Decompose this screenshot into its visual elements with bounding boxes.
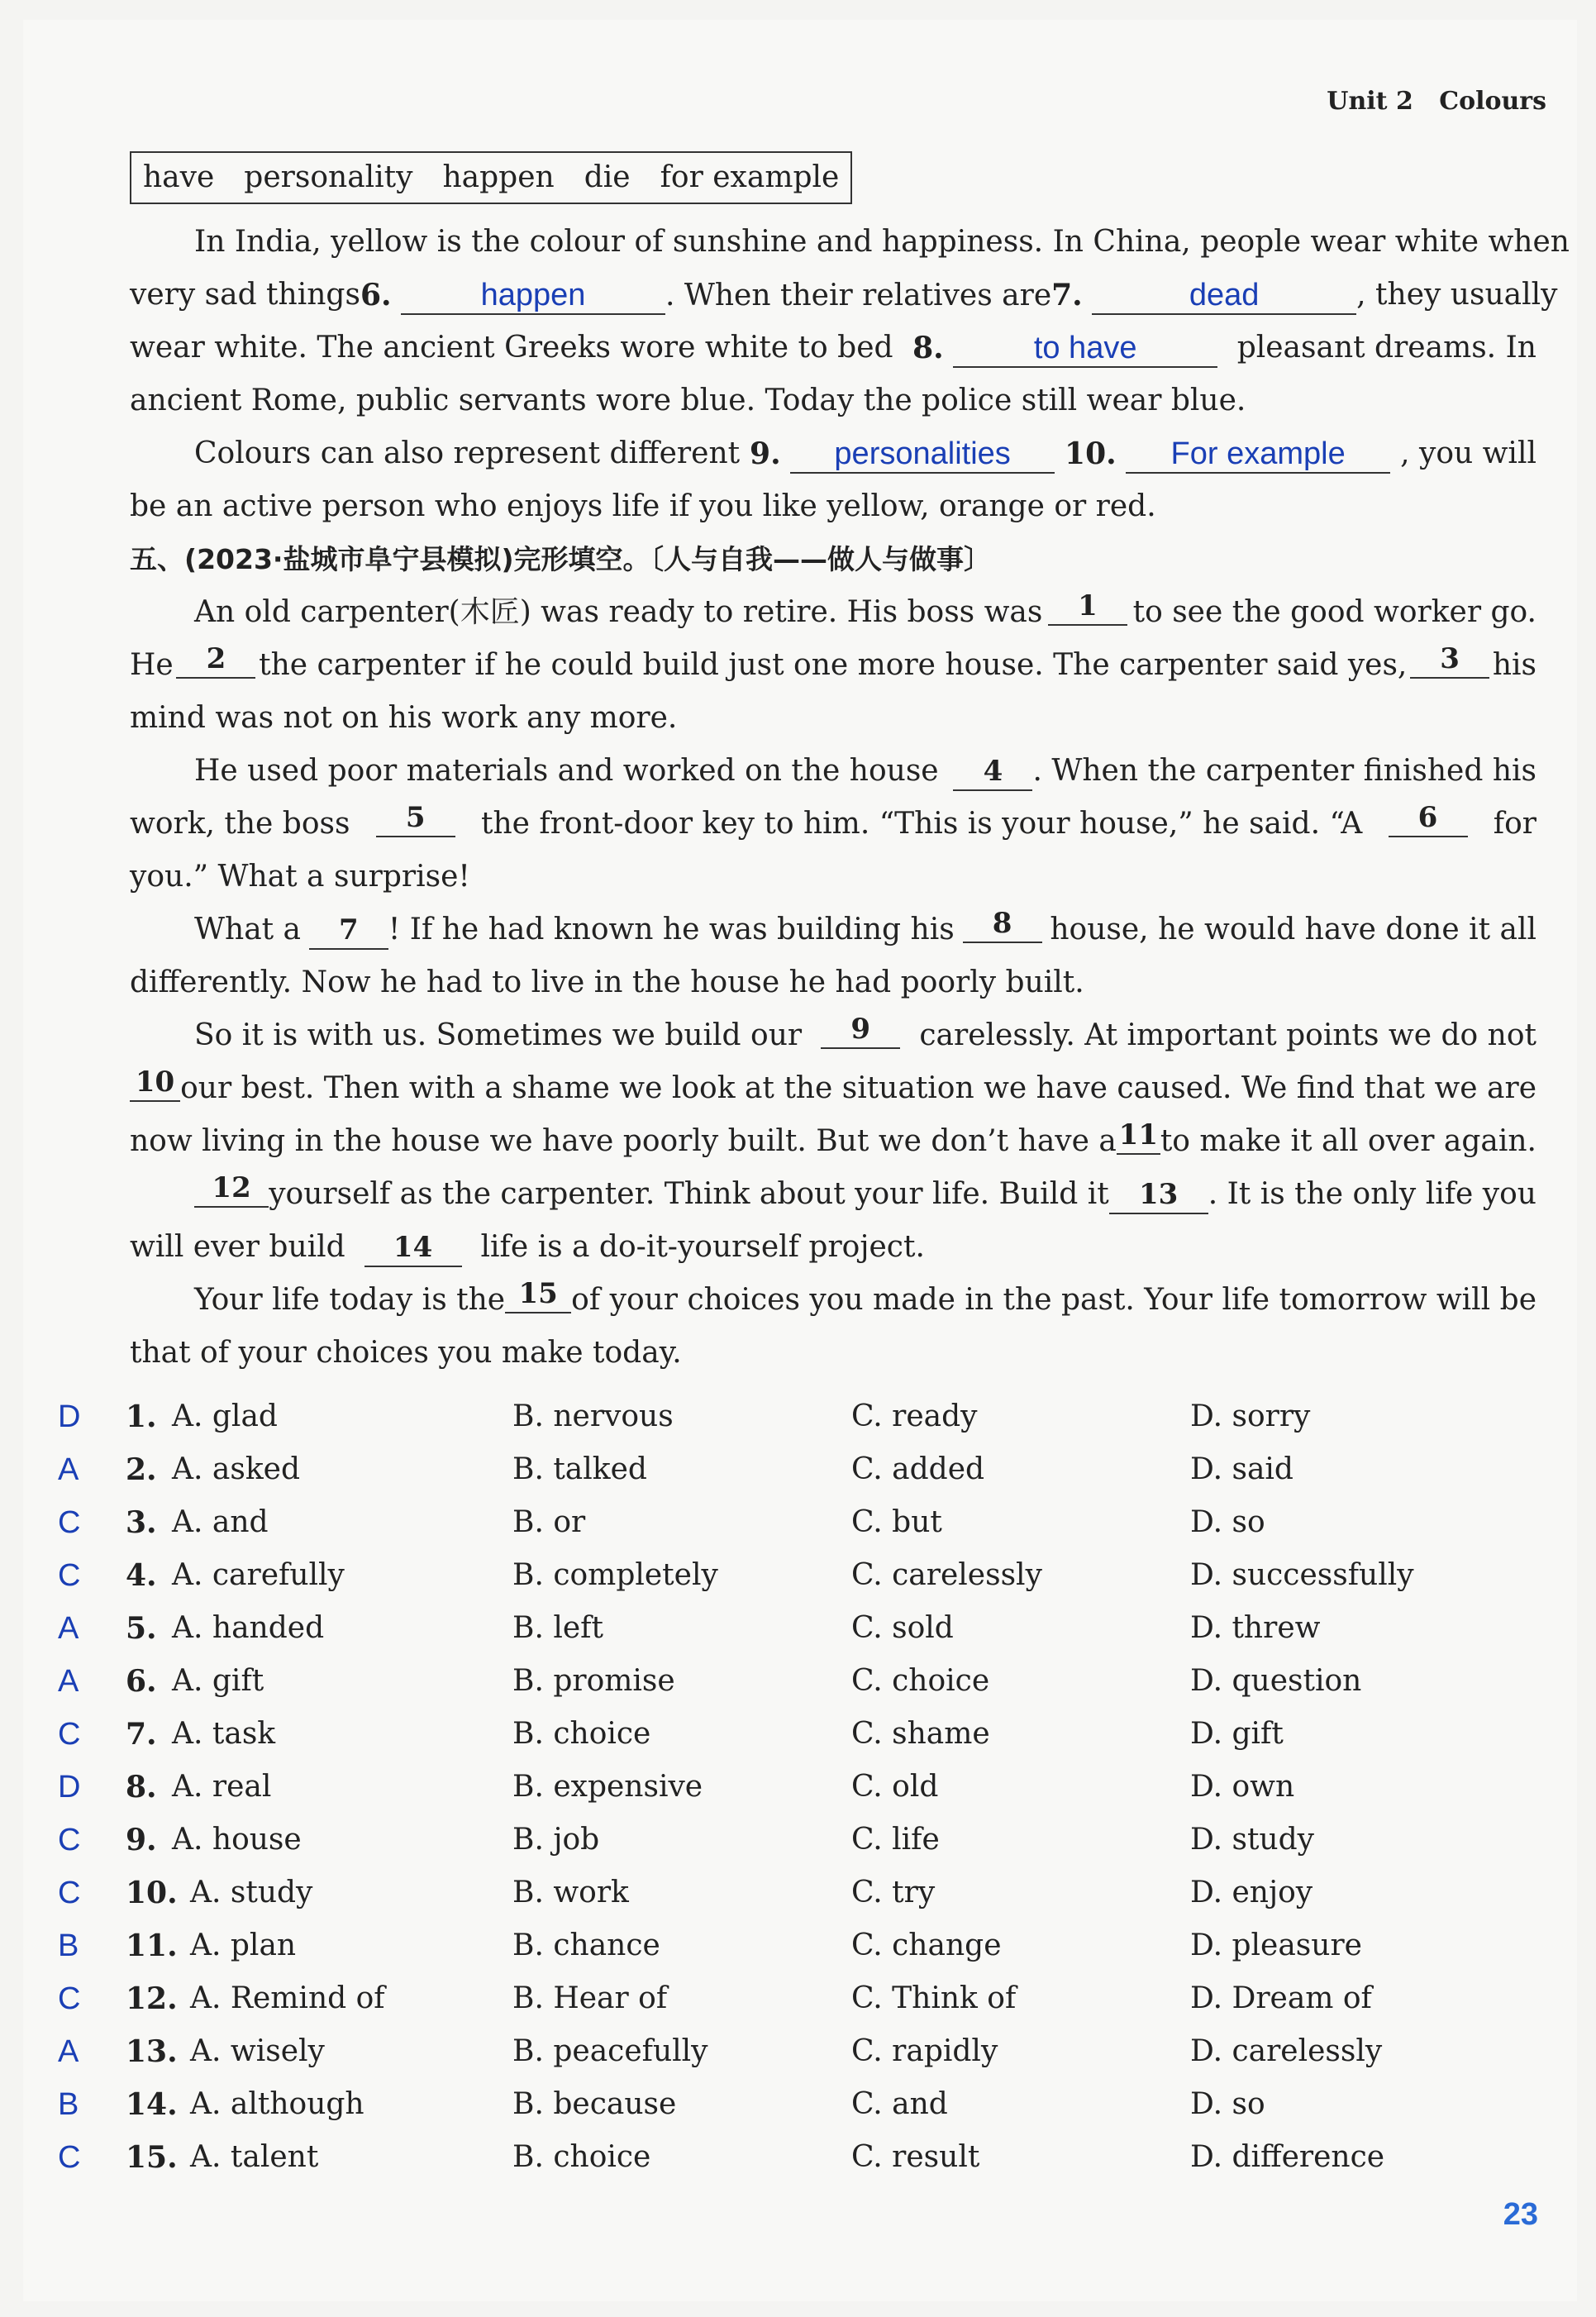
word-box-item: personality xyxy=(244,160,413,194)
answer-key: C xyxy=(58,2140,81,2175)
paragraph-line: ancient Rome, public servants wore blue. Today the police still wear blue. xyxy=(130,384,1246,417)
option-row: D 1. A. glad B. nervous C. ready D. sorry xyxy=(58,1390,1513,1443)
cloze-blank: 13 xyxy=(1109,1176,1208,1214)
answer-7: dead xyxy=(1092,277,1356,315)
answer-key: C xyxy=(58,1876,81,1910)
option-row: A 13. A. wisely B. peacefully C. rapidly D. carelessly xyxy=(58,2025,1513,2078)
cloze-blank: 9 xyxy=(821,1011,900,1049)
option-row: C 10. A. study B. work C. try D. enjoy xyxy=(58,1866,1513,1919)
option-row: A 6. A. gift B. promise C. choice D. question xyxy=(58,1655,1513,1708)
cloze-blank: 11 xyxy=(1117,1117,1160,1155)
cloze-line: mind was not on his work any more. xyxy=(130,701,678,735)
answer-key: A xyxy=(58,1452,79,1487)
answer-9: personalities xyxy=(790,436,1055,474)
answer-key: C xyxy=(58,1558,81,1593)
cloze-line: He 2 the carpenter if he could build just one more house. The carpenter said yes, 3 his xyxy=(130,642,1536,682)
answer-key: A xyxy=(58,1664,79,1699)
cloze-line: An old carpenter(木匠) was ready to retire. His boss was 1 to see the good worker go. xyxy=(194,589,1536,629)
word-box-item: have xyxy=(143,160,215,194)
answer-key: C xyxy=(58,1981,81,2016)
section-title: 五、(2023·盐城市阜宁县模拟)完形填空。〔人与自我——做人与做事〕 xyxy=(130,543,992,575)
option-row: A 5. A. handed B. left C. sold D. threw xyxy=(58,1602,1513,1655)
cloze-blank: 6 xyxy=(1389,799,1468,837)
cloze-blank: 8 xyxy=(963,905,1042,943)
unit-header: Unit 2 Colours xyxy=(1327,87,1546,116)
answer-10: For example xyxy=(1126,436,1390,474)
option-row: C 4. A. carefully B. completely C. carelessly D. successfully xyxy=(58,1549,1513,1602)
word-box xyxy=(130,151,852,204)
cloze-line: What a 7 ! If he had known he was building his 8 house, he would have done it all xyxy=(194,905,1536,955)
option-row: A 2. A. asked B. talked C. added D. said xyxy=(58,1443,1513,1496)
paragraph-line: In India, yellow is the colour of sunshine and happiness. In China, people wear white when xyxy=(194,225,1570,259)
option-row: B 14. A. although B. because C. and D. so xyxy=(58,2078,1513,2131)
page-number: 23 xyxy=(1503,2197,1538,2232)
cloze-blank: 2 xyxy=(176,641,255,679)
cloze-line: now living in the house we have poorly built. But we don’t have a 11 to make it all over again. xyxy=(130,1118,1536,1158)
option-row: C 15. A. talent B. choice C. result D. difference xyxy=(58,2131,1513,2184)
cloze-line: So it is with us. Sometimes we build our 9 carelessly. At important points we do not xyxy=(194,1013,1536,1052)
cloze-blank: 5 xyxy=(376,799,455,837)
answer-key: C xyxy=(58,1505,81,1540)
option-row: C 12. A. Remind of B. Hear of C. Think of D. Dream of xyxy=(58,1972,1513,2025)
cloze-line: that of your choices you make today. xyxy=(130,1336,682,1370)
cloze-line: Your life today is the 15 of your choices you made in the past. Your life tomorrow will be xyxy=(194,1277,1536,1317)
paragraph-line: wear white. The ancient Greeks wore white to bed 8. to have pleasant dreams. In xyxy=(130,323,1536,373)
answer-key: B xyxy=(58,2087,79,2122)
cloze-line: you.” What a surprise! xyxy=(130,860,470,894)
cloze-blank: 4 xyxy=(953,753,1032,791)
word-box-item: for example xyxy=(660,160,840,194)
answer-key: B xyxy=(58,1928,79,1963)
word-box-item: die xyxy=(584,160,631,194)
option-row: C 9. A. house B. job C. life D. study xyxy=(58,1814,1513,1866)
answer-key: C xyxy=(58,1717,81,1752)
cloze-line: 12 yourself as the carpenter. Think about your life. Build it 13 . It is the only life you xyxy=(194,1170,1536,1219)
cloze-blank: 3 xyxy=(1410,641,1489,679)
cloze-line: 10 our best. Then with a shame we look at the situation we have caused. We find that we are xyxy=(130,1064,1536,1113)
option-row: D 8. A. real B. expensive C. old D. own xyxy=(58,1761,1513,1814)
answer-key: A xyxy=(58,1611,79,1646)
cloze-blank: 7 xyxy=(309,912,388,950)
answer-8: to have xyxy=(953,330,1217,368)
paragraph-line: be an active person who enjoys life if you like yellow, orange or red. xyxy=(130,489,1156,523)
option-row: B 11. A. plan B. chance C. change D. pleasure xyxy=(58,1919,1513,1972)
cloze-blank: 1 xyxy=(1048,588,1127,626)
answer-key: D xyxy=(58,1399,81,1434)
answer-key: C xyxy=(58,1823,81,1857)
cloze-blank: 15 xyxy=(505,1275,571,1313)
answer-6: happen xyxy=(401,277,665,315)
cloze-line: will ever build 14 life is a do-it-yourself project. xyxy=(130,1223,1536,1272)
paragraph-line: very sad things 6. happen . When their relatives are 7. dead , they usually xyxy=(130,270,1536,320)
word-box-item: happen xyxy=(442,160,555,194)
cloze-line: differently. Now he had to live in the house he had poorly built. xyxy=(130,965,1084,999)
cloze-blank: 14 xyxy=(364,1229,462,1267)
option-row: C 7. A. task B. choice C. shame D. gift xyxy=(58,1708,1513,1761)
cloze-line: He used poor materials and worked on the house 4 . When the carpenter finished his xyxy=(194,746,1536,796)
paragraph-line: Colours can also represent different 9. personalities 10. For example , you will xyxy=(194,429,1536,479)
cloze-blank: 10 xyxy=(130,1064,180,1102)
option-row: C 3. A. and B. or C. but D. so xyxy=(58,1496,1513,1549)
answer-key: A xyxy=(58,2034,79,2069)
cloze-line: work, the boss 5 the front-door key to him. “This is your house,” he said. “A 6 for xyxy=(130,801,1536,841)
answer-key: D xyxy=(58,1770,81,1804)
cloze-blank: 12 xyxy=(194,1170,269,1208)
